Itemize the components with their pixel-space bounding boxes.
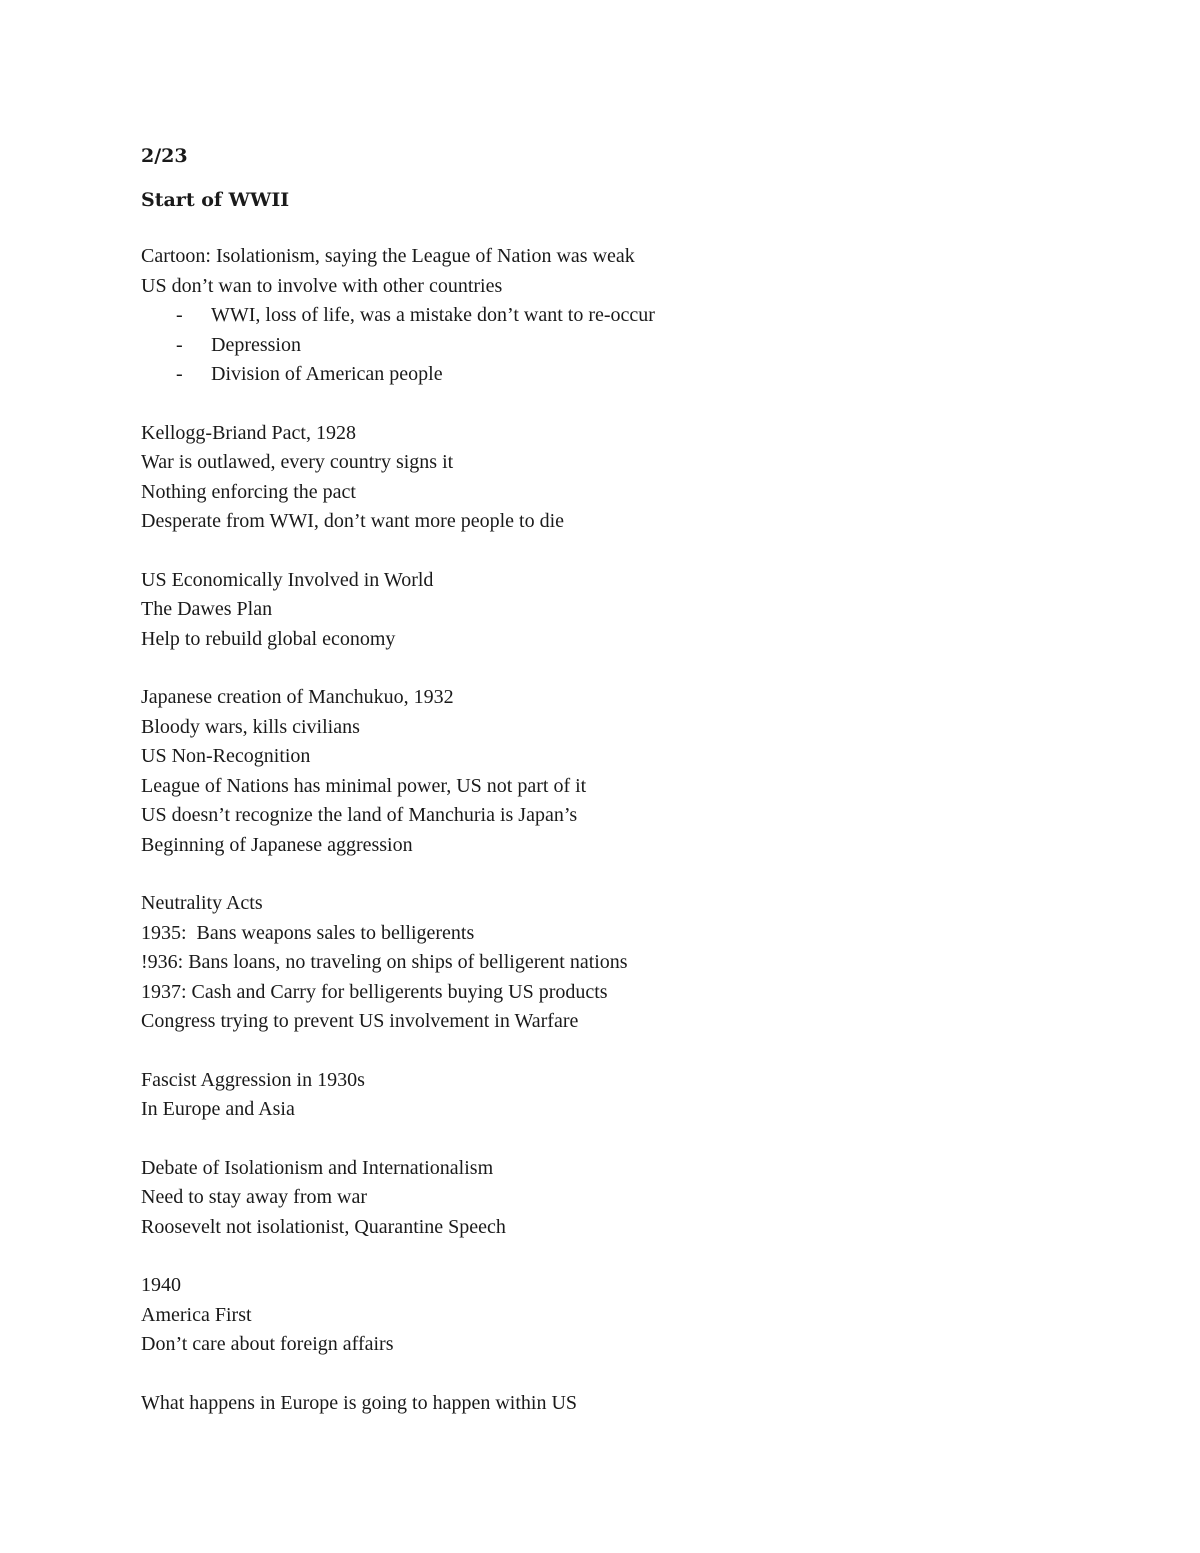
section-conclusion	[141, 1389, 1121, 1419]
document-body	[141, 140, 1121, 1418]
paragraph-gap	[141, 1242, 1121, 1271]
section-fascist-aggression	[141, 1066, 1121, 1125]
text-line: Need to stay away from war	[141, 1186, 368, 1208]
text-line: Help to rebuild global economy	[141, 627, 396, 650]
text-line: US Non-Recognition	[141, 745, 311, 767]
paragraph-gap	[141, 1125, 1121, 1154]
text-line: 1940	[141, 1274, 181, 1296]
text-line: Neutrality Acts	[141, 892, 263, 914]
text-line: The Dawes Plan	[141, 598, 273, 620]
bullet-text: WWI, loss of life, was a mistake don’t want to re-occur	[211, 304, 655, 326]
section-manchukuo	[141, 683, 1121, 860]
paragraph-gap	[141, 654, 1121, 683]
bullet-dash: -	[176, 363, 183, 385]
text-line: What happens in Europe is going to happen within US	[141, 1391, 578, 1414]
bullet-text: Depression	[211, 333, 301, 356]
text-line: Japanese creation of Manchukuo, 1932	[141, 686, 454, 708]
bullet-dash: -	[176, 333, 183, 356]
paragraph-gap	[141, 390, 1121, 419]
paragraph-gap	[141, 537, 1121, 566]
paragraph-gap	[141, 1037, 1121, 1066]
bullet-dash: -	[176, 304, 183, 326]
text-line: 1937: Cash and Carry for belligerents buying US products	[141, 980, 608, 1003]
bullet-item	[141, 331, 1121, 361]
text-line: In Europe and Asia	[141, 1098, 295, 1120]
section-isolationism-debate	[141, 1154, 1121, 1243]
text-line: Kellogg-Briand Pact, 1928	[141, 421, 356, 444]
text-line: US don’t wan to involve with other countries	[141, 274, 503, 297]
text-line: Desperate from WWI, don’t want more people to die	[141, 510, 565, 532]
bullet-text: Division of American people	[211, 363, 443, 385]
text-line: 1935: Bans weapons sales to belligerents	[141, 921, 475, 944]
text-line: Cartoon: Isolationism, saying the League of Nation was weak	[141, 245, 635, 267]
paragraph-gap	[141, 860, 1121, 889]
note-date: 2/23	[141, 145, 188, 167]
text-line: Beginning of Japanese aggression	[141, 833, 413, 856]
text-line: Congress trying to prevent US involvement in Warfare	[141, 1010, 579, 1032]
text-line: US doesn’t recognize the land of Manchuria is Japan’s	[141, 804, 578, 826]
paragraph-gap	[141, 1360, 1121, 1389]
note-title: Start of WWII	[141, 189, 290, 211]
section-cartoon	[141, 242, 1121, 390]
text-line: Bloody wars, kills civilians	[141, 715, 360, 738]
text-line: Don’t care about foreign affairs	[141, 1333, 394, 1355]
text-line: !936: Bans loans, no traveling on ships of belligerent nations	[141, 951, 628, 973]
text-line: America First	[141, 1303, 252, 1326]
text-line: League of Nations has minimal power, US not part of it	[141, 774, 587, 797]
section-1940	[141, 1271, 1121, 1360]
section-neutrality-acts	[141, 889, 1121, 1037]
text-line: War is outlawed, every country signs it	[141, 451, 454, 473]
text-line: Fascist Aggression in 1930s	[141, 1068, 365, 1091]
text-line: Roosevelt not isolationist, Quarantine Speech	[141, 1215, 506, 1238]
bullet-item	[141, 360, 1121, 390]
text-line: Debate of Isolationism and Internationalism	[141, 1156, 494, 1179]
text-line: US Economically Involved in World	[141, 568, 434, 591]
bullet-item	[141, 301, 1121, 331]
text-line: Nothing enforcing the pact	[141, 480, 356, 503]
section-dawes-plan	[141, 566, 1121, 655]
section-kellogg-briand	[141, 419, 1121, 537]
